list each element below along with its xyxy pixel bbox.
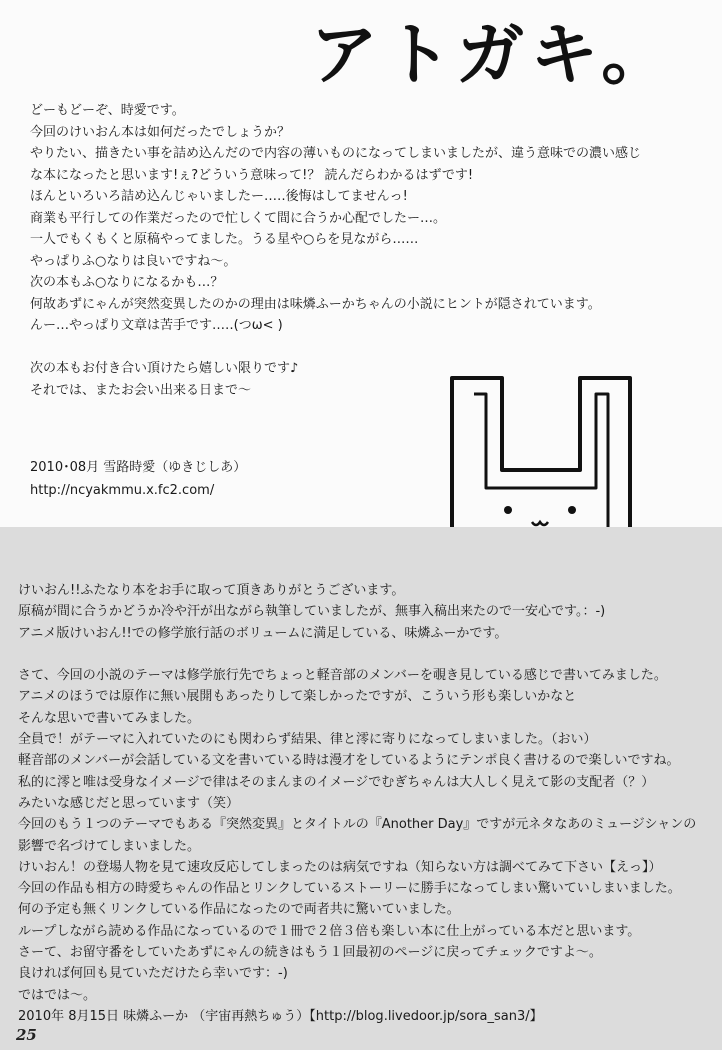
text-line: 2010年 8月15日 味燐ふーか （宇宙再熱ちゅう）【http://blog.livedoor.jp/sora_san3/】 (18, 1008, 543, 1024)
text-line: 軽音部のメンバーが会話している文を書いている時は漫才をしているようにテンポ良く書けるので楽しいですね。 (18, 753, 680, 769)
text-line: 今回のもう１つのテーマでもある『突然変異』とタイトルの『Another Day』ですが元ネタなあのミュージシャンの (18, 817, 697, 833)
text-line: 原稿が間に合うかどうか冷や汗が出ながら執筆していましたが、無事入稿出来たので一安心です。：-) (18, 604, 606, 620)
text-line: な本になったと思います!ぇ?どういう意味って!？ 読んだらわかるはずです! (30, 167, 474, 183)
text-line: どーもどーぞ、時愛です。 (30, 103, 185, 118)
mascot-body (452, 378, 630, 540)
text-line: 今回のけいおん本は如何だったでしょうか？ (30, 124, 291, 140)
mascot-illustration (440, 360, 690, 540)
mascot-right-eye (568, 506, 576, 514)
text-line: 次の本もお付き合い頂けたら嬉しい限りです♪ (30, 361, 299, 376)
text-line: 良ければ何回も見ていただけたら幸いです：-) (18, 966, 288, 982)
text-line: やっぱりふ○なりは良いですね～。 (30, 253, 237, 269)
text-line: 商業も平行しての作業だったので忙しくて間に合うか心配でしたー…。 (30, 210, 447, 226)
text-line: 何の予定も無くリンクしている作品になったので両者共に驚いていました。 (18, 902, 460, 918)
text-line: 一人でもくもくと原稿やってました。うる星や○らを見ながら…… (30, 232, 419, 247)
text-line: 今回の作品も相方の時愛ちゃんの作品とリンクしているストーリーに勝手になってしまい驚いていしまいました。 (18, 881, 681, 897)
text-line: さーて、お留守番をしていたあずにゃんの続きはもう１回最初のページに戻ってチェックですよ～。 (18, 945, 602, 961)
mascot-left-eye (504, 506, 512, 514)
page-title: アトガキ。 (310, 16, 676, 95)
text-line: んー…やっぱり文章は苦手です…‥(つω< ) (30, 318, 283, 333)
text-line: アニメのほうでは原作に無い展開もあったりして楽しかったですが、こういう形も楽しいかなと (18, 689, 577, 705)
text-line: 影響で名づけてしまいました。 (18, 838, 201, 854)
text-line: けいおん！の登場人物を見て速攻反応してしまったのは病気ですね（知らない方は調べてみて下さい【えっ】） (18, 859, 662, 875)
text-line: ではでは～。 (18, 987, 97, 1003)
text-line: ループしながら読める作品になっているので１冊で２倍３倍も楽しい本に仕上がっている本だと思います。 (18, 923, 641, 939)
text-line: みたいな感じだと思っています（笑） (18, 795, 240, 811)
text-line: ほんといろいろ詰め込んじゃいましたー…‥後悔はしてませんっ! (30, 189, 408, 204)
text-line: さて、今回の小説のテーマは修学旅行先でちょっと軽音部のメンバーを覗き見している感じで書いてみました。 (18, 668, 667, 684)
page-number: 25 (16, 1026, 37, 1044)
text-line: 私的に澪と唯は受身なイメージで律はそのまんまのイメージでむぎちゃんは大人しく見えて影の支配者（？） (18, 774, 655, 790)
top-afterword (30, 100, 650, 401)
text-line: やりたい、描きたい事を詰め込んだので内容の薄いものになってしまいましたが、違う意味での濃い感じ (30, 146, 642, 161)
text-line: けいおん!!ふたなり本をお手に取って頂きありがとうございます。 (18, 583, 405, 598)
blank-line (30, 337, 650, 359)
text-line: 何故あずにゃんが突然変異したのかの理由は味燐ふーかちゃんの小説にヒントが隠されています。 (30, 296, 601, 312)
text-line: http://ncyakmmu.x.fc2.com/ (30, 483, 215, 498)
text-line: そんな思いで書いてみました。 (18, 710, 201, 726)
top-signature (30, 456, 246, 502)
text-line: 2010･08月 雪路時愛（ゆきじしあ） (30, 460, 247, 475)
bottom-afterword (18, 580, 708, 1027)
text-line: それでは、またお会い出来る日まで～ (30, 382, 252, 398)
text-line: 次の本もふ○なりになるかも…？ (30, 275, 224, 290)
text-line: アニメ版けいおん!!での修学旅行話のボリュームに満足している、味燐ふーかです。 (18, 625, 508, 641)
blank-line (18, 644, 708, 665)
bottom-afterword-panel (0, 527, 722, 1050)
text-line: 全員で！がテーマに入れていたのにも関わらず結果、律と澪に寄りになってしまいました。（おい） (18, 732, 597, 748)
